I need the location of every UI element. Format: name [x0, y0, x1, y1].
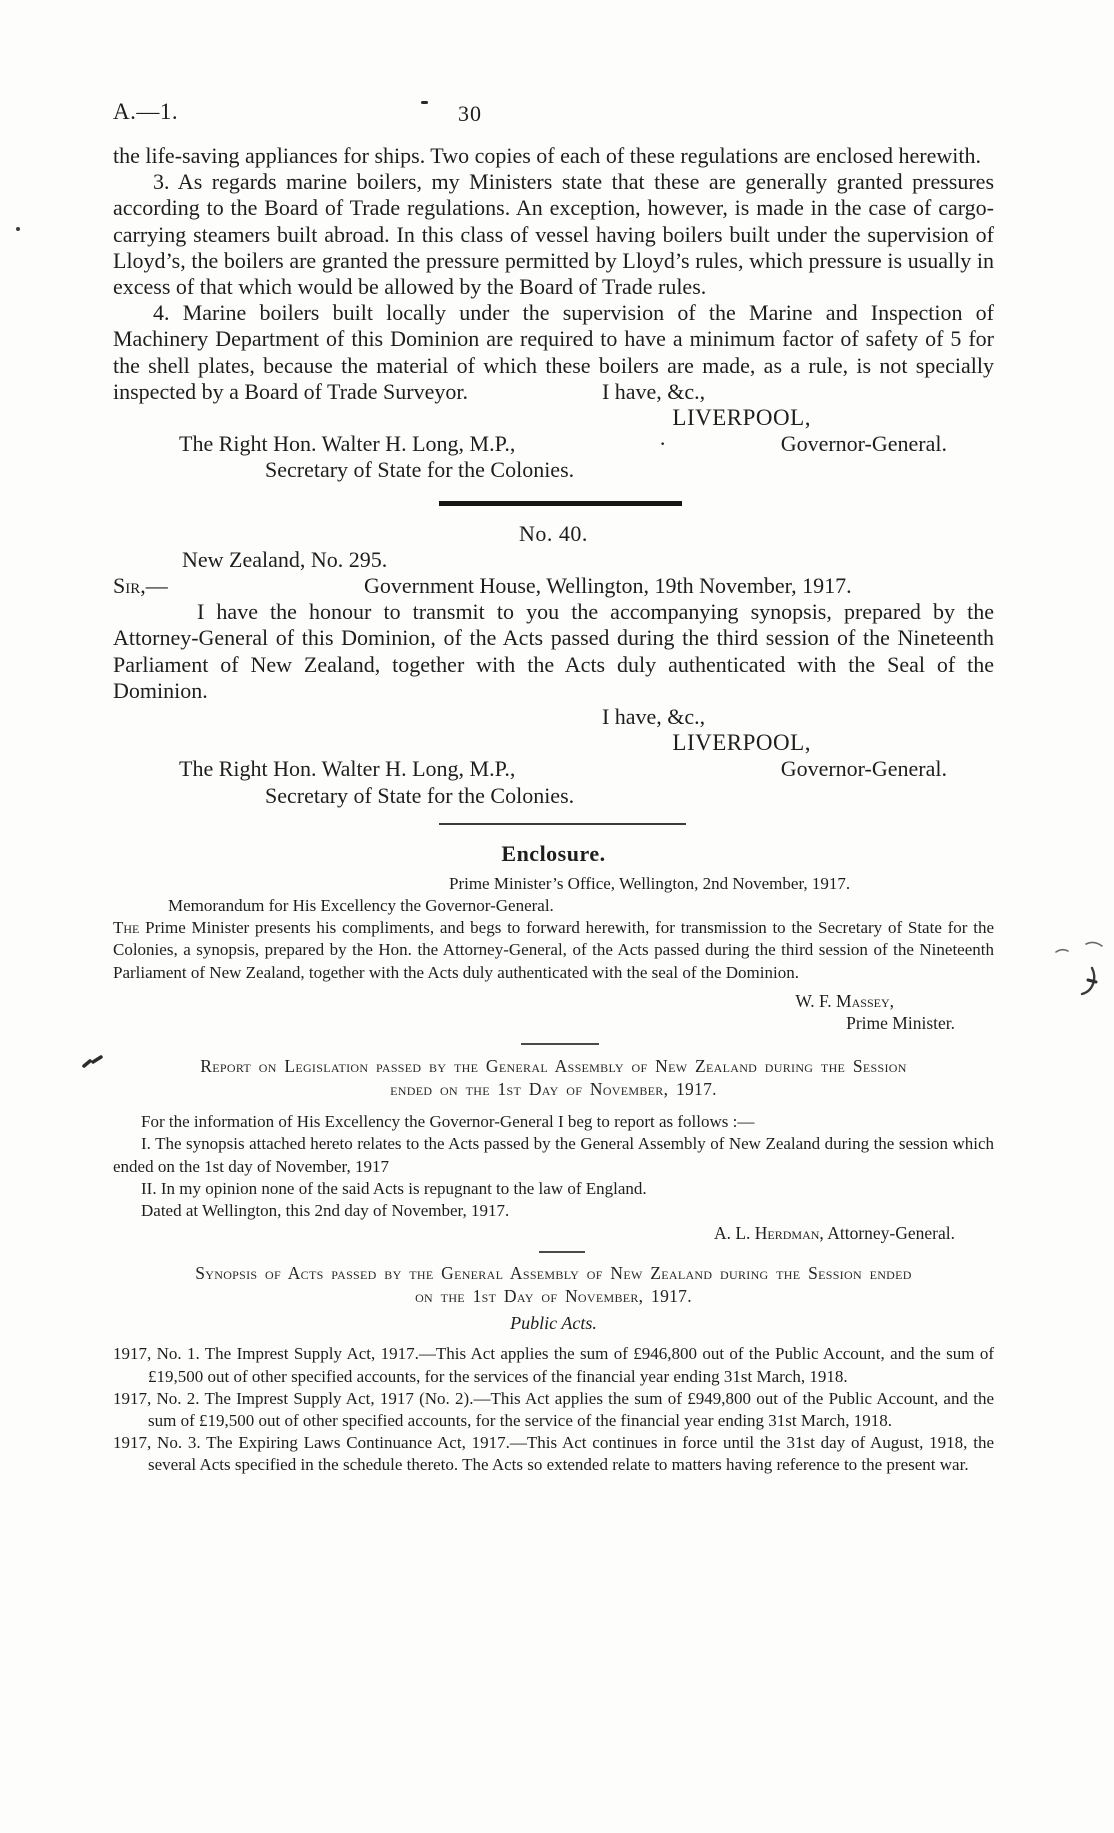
- report-paragraph-4: Dated at Wellington, this 2nd day of November, 1917.: [141, 1201, 510, 1221]
- letter1-paragraph-3: 4. Marine boilers built locally under the supervision of the Marine and Inspection of Machinery Department of this Dominion are required to have a minimum factor of safety of 5 for the shell plates, because the material of which these boilers are made, as a rule, is not specially inspected by a Board of Trade Surveyor.: [113, 300, 994, 404]
- letter1-closing: [113, 300, 994, 405]
- text-column: [113, 95, 994, 1477]
- section-divider-tiny: [539, 1251, 585, 1253]
- letter2-salutation-line: [113, 573, 994, 599]
- report-paragraph-3: II. In my opinion none of the said Acts is repugnant to the law of England.: [141, 1178, 647, 1198]
- synopsis-subheading: Public Acts.: [510, 1313, 597, 1334]
- letter2-valediction: I have, &c.,: [601, 704, 706, 730]
- enclosure-body-lead: The: [113, 918, 140, 938]
- act-entry-2: 1917, No. 2. The Imprest Supply Act, 1917 (No. 2).—This Act applies the sum of £949,800 out of the Public Account, and the sum of £19,500 out of other specified accounts, for the service of the financial year ending 31st March, 1918.: [113, 1388, 994, 1431]
- acts-synopsis: [113, 1262, 994, 1476]
- letter1-addressee-line: [113, 431, 994, 457]
- letter1-signature-title: Governor-General.: [780, 431, 947, 457]
- section-divider-short: [521, 1043, 599, 1045]
- enclosure-memo: [113, 841, 994, 1034]
- letter-1: [113, 143, 994, 484]
- letter2-signature: LIVERPOOL,: [672, 730, 811, 756]
- enclosure-dateline: Prime Minister’s Office, Wellington, 2nd November, 1917.: [449, 873, 851, 893]
- letter2-addressee-name: The Right Hon. Walter H. Long, M.P.,: [179, 756, 516, 782]
- attorney-report: [113, 1055, 994, 1244]
- letter2-addressee-role: Secretary of State for the Colonies.: [265, 782, 575, 808]
- report-heading-line2: ended on the 1st Day of November, 1917.: [390, 1079, 717, 1100]
- letter-2: [113, 521, 994, 809]
- report-signature: [113, 1222, 994, 1244]
- enclosure-signature-name: W. F. Massey,: [795, 990, 894, 1011]
- document-reference: A.—1.: [113, 99, 179, 124]
- pen-scribble-mark: [1052, 938, 1104, 1008]
- enclosure-signature-title: Prime Minister.: [846, 1013, 955, 1034]
- pen-tick-mark: [82, 1050, 108, 1072]
- enclosure-memo-line: Memorandum for His Excellency the Governor-General.: [168, 896, 554, 916]
- letter2-number-heading: No. 40.: [519, 520, 588, 546]
- report-paragraph-2: I. The synopsis attached hereto relates to the Acts passed by the General Assembly of New Zealand during the session which ended on the 1st day of November, 1917: [113, 1134, 994, 1176]
- letter1-paragraph-2: 3. As regards marine boilers, my Ministers state that these are generally granted pressures according to the Board of Trade regulations. An exception, however, is made in the case of cargo-carrying steamers built abroad. In this class of vessel having boilers built under the supervision of Lloyd’s, the boilers are granted the pressure permitted by Lloyd’s rules, which pressure is usually in excess of that which would be allowed by the Board of Trade rules.: [113, 169, 994, 300]
- letter2-addressee-line: [113, 756, 994, 782]
- letter2-body: I have the honour to transmit to you the accompanying synopsis, prepared by the Attorney-General of this Dominion, of the Acts passed during the third session of the Nineteenth Parliament of New Zealand, together with the Acts duly authenticated with the Seal of the Dominion.: [113, 599, 994, 703]
- page-header: [113, 95, 994, 127]
- letter2-salutation: Sir,—: [113, 573, 168, 599]
- letter2-dateline: Government House, Wellington, 19th November, 1917.: [364, 573, 852, 599]
- letter1-addressee-name: The Right Hon. Walter H. Long, M.P.,: [179, 431, 516, 457]
- letter1-signature: LIVERPOOL,: [672, 405, 811, 431]
- section-divider-thick: [439, 501, 682, 506]
- stray-dot-mark: ·: [659, 431, 667, 457]
- letter2-reference: New Zealand, No. 295.: [182, 546, 388, 572]
- scan-speck: [16, 227, 20, 231]
- synopsis-heading-line1: Synopsis of Acts passed by the General Assembly of New Zealand during the Session ended: [195, 1263, 912, 1284]
- letter1-addressee-role: Secretary of State for the Colonies.: [265, 457, 575, 483]
- synopsis-heading-line2: on the 1st Day of November, 1917.: [415, 1286, 692, 1307]
- act-entry-3: 1917, No. 3. The Expiring Laws Continuance Act, 1917.—This Act continues in force until the 31st day of August, 1918, the several Acts specified in the schedule thereto. The Acts so extended relate to matters having reference to the present war.: [113, 1433, 994, 1475]
- enclosure-body: [113, 917, 994, 984]
- act-entry-1: 1917, No. 1. The Imprest Supply Act, 1917.—This Act applies the sum of £946,800 out of the Public Account, and the sum of £19,500 out of other specified accounts, for the services of the financial year ending 31st March, 1918.: [113, 1344, 994, 1386]
- letter2-signature-title: Governor-General.: [780, 756, 947, 782]
- report-heading-line1: Report on Legislation passed by the General Assembly of New Zealand during the Session: [200, 1056, 907, 1077]
- section-divider-thin: [439, 823, 686, 825]
- page-number: 30: [458, 101, 482, 126]
- letter1-paragraph-1: the life-saving appliances for ships. Two copies of each of these regulations are enclosed herewith.: [113, 143, 981, 168]
- enclosure-body-rest: Prime Minister presents his compliments, and begs to forward herewith, for transmission to the Secretary of State for the Colonies, a synopsis, prepared by the Hon. the Attorney-General, of the Acts passed during the third session of the Nineteenth Parliament of New Zealand, together with the Acts duly authenticated with the seal of the Dominion.: [113, 918, 994, 982]
- stray-dash-mark: [421, 101, 428, 104]
- enclosure-heading: Enclosure.: [501, 840, 606, 866]
- report-paragraph-1: For the information of His Excellency the Governor-General I beg to report as follows :—: [141, 1112, 755, 1132]
- report-signature-name: A. L. Herdman,: [713, 1223, 824, 1244]
- report-signature-title: Attorney-General.: [823, 1223, 955, 1244]
- letter1-valediction: I have, &c.,: [601, 378, 706, 404]
